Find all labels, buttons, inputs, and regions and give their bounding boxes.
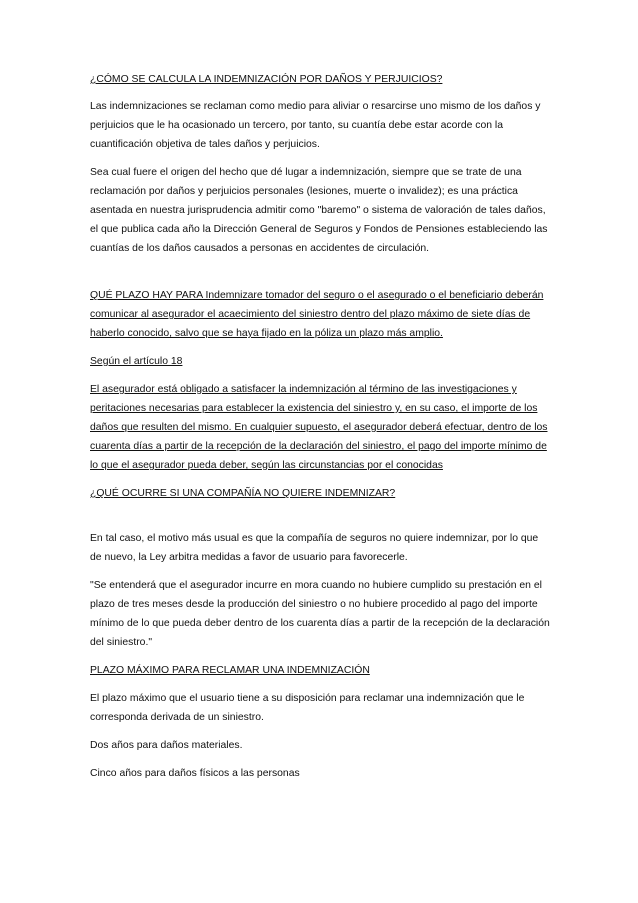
heading-que-ocurre: ¿QUÉ OCURRE SI UNA COMPAÑÍA NO QUIERE INDEMNIZAR? [90,488,396,499]
paragraph-plazo [90,286,552,343]
heading-que-plazo-hay: QUÉ PLAZO HAY PARA [90,290,203,301]
heading-como-se-calcula: ¿CÓMO SE CALCULA LA INDEMNIZACIÓN POR DAÑOS Y PERJUICIOS? [90,74,443,85]
document-page [90,70,552,792]
heading-plazo-maximo: PLAZO MÁXIMO PARA RECLAMAR UNA INDEMNIZACIÓN [90,665,370,676]
paragraph-indemnizaciones: Las indemnizaciones se reclaman como medio para aliviar o resarcirse uno mismo de los daños y perjuicios que le ha ocasionado un tercero, por tanto, su cuantía debe estar acorde con la cuantificación objetiva de tales daños y perjuicios. [90,101,541,150]
paragraph-en-tal-caso: En tal caso, el motivo más usual es que la compañía de seguros no quiere indemnizar, por lo que de nuevo, la Ley arbitra medidas a favor de usuario para favorecerle. [90,533,539,563]
plazo-text: Indemnizare tomador del seguro o el asegurado o el beneficiario deberán comunicar al asegurador el acaecimiento del siniestro dentro del plazo máximo de siete días de haberlo conocido, salvo que se haya fijado en la póliza un plazo más amplio. [90,290,544,339]
paragraph-asegurador-obligado: El asegurador está obligado a satisfacer la indemnización al término de las investigaciones y peritaciones necesarias para establecer la existencia del siniestro y, en su caso, el importe de los daños que resulten del mismo. En cualquier supuesto, el asegurador deberá efectuar, dentro de los cuarenta días a partir de la recepción de la declaración del siniestro, el pago del importe mínimo de lo que el asegurador pueda deber, según las circunstancias por el conocidas [90,384,548,471]
paragraph-cinco-anos: Cinco años para daños físicos a las personas [90,768,300,779]
paragraph-mora: "Se entenderá que el asegurador incurre en mora cuando no hubiere cumplido su prestación en el plazo de tres meses desde la producción del siniestro o no hubiere procedido al pago del importe mínimo de lo que pueda deber dentro de los cuarenta días a partir de la recepción de la declaración del siniestro." [90,580,550,648]
paragraph-baremo: Sea cual fuere el origen del hecho que dé lugar a indemnización, siempre que se trate de una reclamación por daños y perjuicios personales (lesiones, muerte o invalidez); es una práctica asentada en nuestra jurisprudencia admitir como "baremo" o sistema de valoración de tales daños, el que publica cada año la Dirección General de Seguros y Fondos de Pensiones estableciendo las cuantías de los daños causados a personas en accidentes de circulación. [90,167,548,254]
articulo-18: Según el artículo 18 [90,356,183,367]
paragraph-plazo-maximo: El plazo máximo que el usuario tiene a su disposición para reclamar una indemnización que le corresponda derivada de un siniestro. [90,693,525,723]
paragraph-dos-anos: Dos años para daños materiales. [90,740,243,751]
